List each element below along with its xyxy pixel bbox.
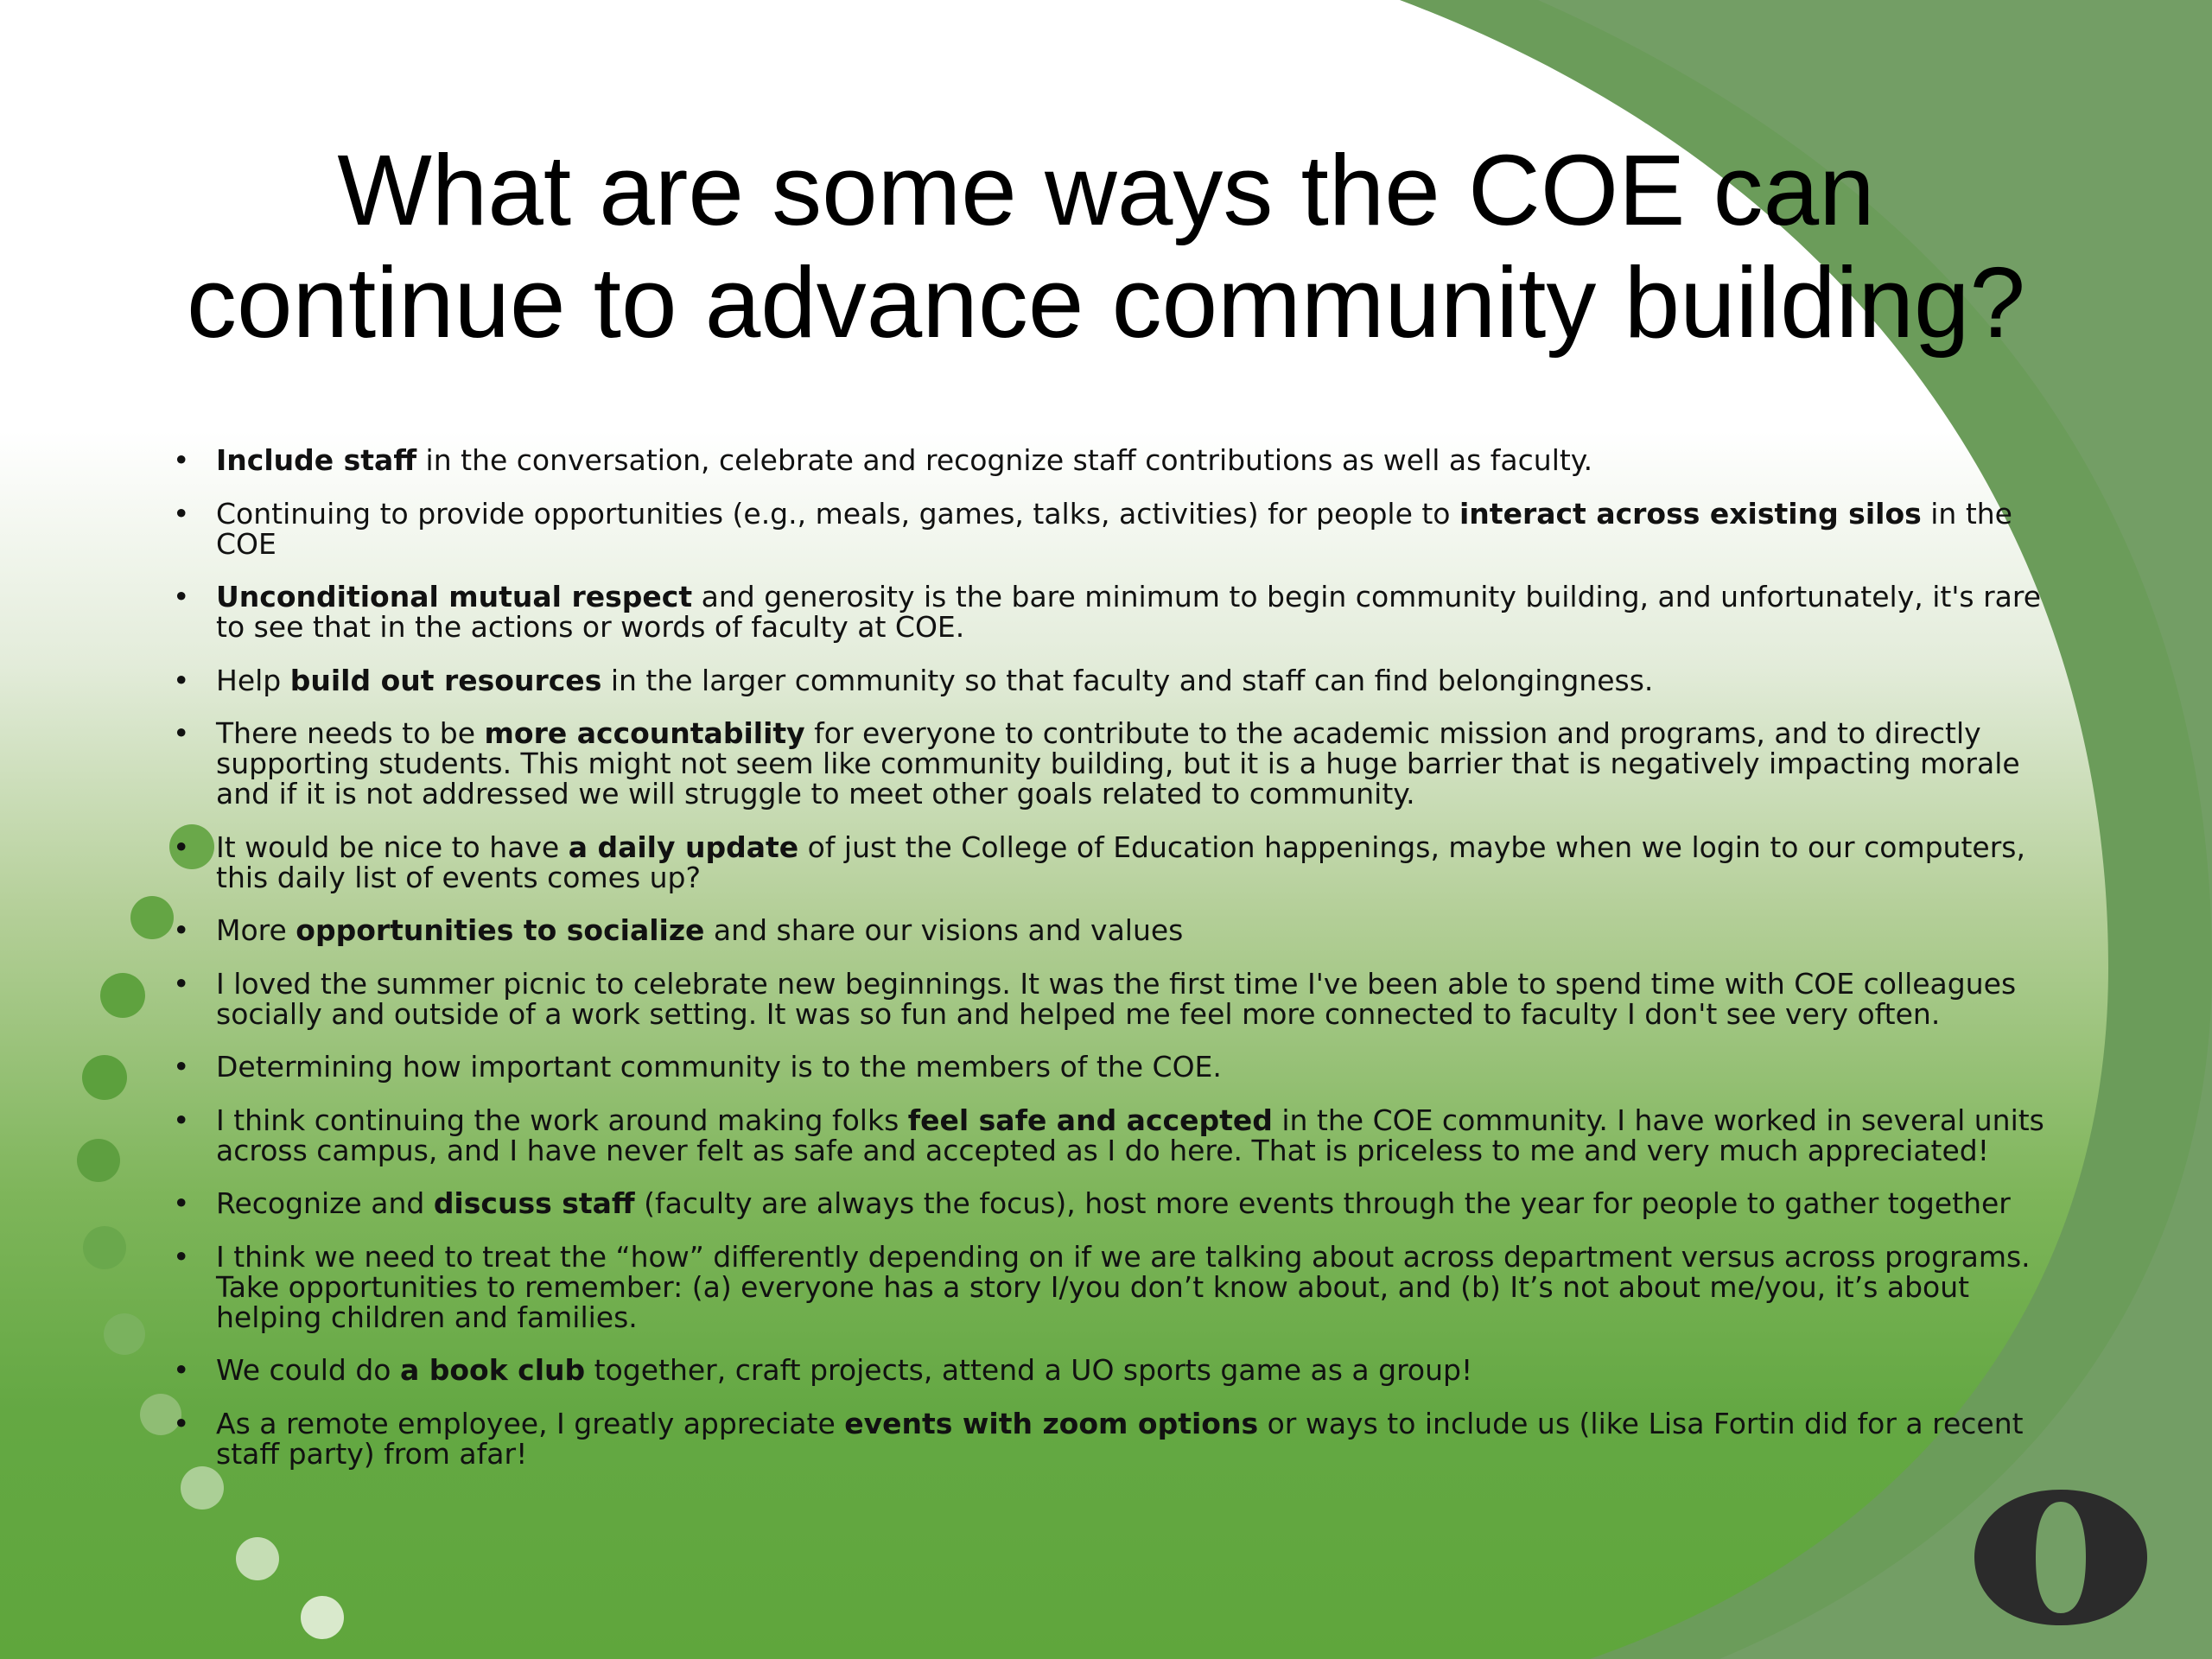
- bullet-item: [216, 1408, 2056, 1469]
- bullet-text: in the COE: [216, 496, 2012, 561]
- decorative-dot: [236, 1537, 279, 1580]
- bullet-item: [216, 718, 2056, 809]
- logo-o-shape: [1974, 1490, 2147, 1625]
- bullet-bold-text: events with zoom options: [844, 1406, 1259, 1440]
- bullet-bold-text: more accountability: [484, 716, 805, 750]
- bullet-text: together, craft projects, attend a UO sports game as a group!: [585, 1353, 1473, 1387]
- bullet-item: [216, 1355, 2056, 1385]
- decorative-dot: [301, 1596, 344, 1639]
- bullet-text: I think we need to treat the “how” differently depending on if we are talking about across department versus across programs. Take opportunities to remember: (a) everyone has a story I/you don’t know about, and (b) It’s not about me/you, it’s about helping children and families.: [216, 1239, 2031, 1334]
- university-of-oregon-o-icon: [1970, 1486, 2152, 1629]
- bullet-text: or ways to include us (like Lisa Fortin did for a recent staff party) from afar!: [216, 1406, 2024, 1471]
- decorative-dot: [83, 1226, 126, 1269]
- bullet-text: (faculty are always the focus), host more events through the year for people to gather together: [634, 1186, 2011, 1220]
- decorative-dot: [82, 1055, 127, 1100]
- bullet-item: [216, 496, 2056, 561]
- bullet-item: [216, 966, 2056, 1031]
- slide-title-line-2: continue to advance community building?: [187, 246, 2025, 359]
- bullet-bold-text: Unconditional mutual respect: [216, 580, 693, 613]
- bullet-item: [216, 1052, 2056, 1082]
- decorative-dot: [77, 1139, 120, 1182]
- bullet-text: in the conversation, celebrate and recognize staff contributions as well as faculty.: [416, 443, 1593, 477]
- bullet-text: Recognize and: [216, 1186, 434, 1220]
- bullet-text: More: [216, 913, 296, 947]
- bullet-text: We could do: [216, 1353, 400, 1387]
- bullet-text: and share our visions and values: [704, 913, 1184, 947]
- bullet-bold-text: feel safe and accepted: [907, 1103, 1273, 1137]
- bullet-bold-text: discuss staff: [433, 1186, 635, 1220]
- bullet-bold-text: build out resources: [289, 663, 602, 697]
- bullet-item: [216, 665, 2056, 696]
- bullet-item: [216, 832, 2056, 893]
- bullet-text: I think continuing the work around making folks: [216, 1103, 908, 1137]
- decorative-dot: [130, 896, 174, 939]
- bullet-text: Continuing to provide opportunities (e.g., meals, games, talks, activities) for people to: [216, 496, 1459, 531]
- bullet-text: Determining how important community is to the members of the COE.: [216, 1050, 1222, 1084]
- slide-title-line-1: What are some ways the COE can: [337, 134, 1875, 246]
- bullet-bold-text: a daily update: [568, 830, 799, 864]
- bullet-text: I loved the summer picnic to celebrate new beginnings. It was the first time I've been able to spend time with COE colleagues socially and outside of a work setting. It was so fun and helped me feel more connected to faculty I don't see very often.: [216, 966, 2017, 1031]
- bullet-text: in the COE community. I have worked in several units across campus, and I have never felt as safe and accepted as I do here. That is priceless to me and very much appreciated!: [216, 1103, 2044, 1167]
- bullet-item: [216, 1239, 2056, 1334]
- bullet-item: [216, 915, 2056, 945]
- bullet-text: It would be nice to have: [216, 830, 569, 864]
- bullet-item: [216, 445, 2056, 475]
- decorative-dot: [100, 973, 145, 1018]
- bullet-text: of just the College of Education happenings, maybe when we login to our computers, this daily list of events comes up?: [216, 830, 2025, 894]
- bullet-bold-text: Include staff: [216, 443, 417, 477]
- bullet-item: [216, 582, 2056, 642]
- bullet-text: As a remote employee, I greatly appreciate: [216, 1406, 845, 1440]
- bullet-item: [216, 1188, 2056, 1218]
- bullet-item: [216, 1105, 2056, 1166]
- bullet-text: in the larger community so that faculty and staff can find belongingness.: [601, 663, 1654, 697]
- slide-title: [112, 134, 2100, 359]
- bullet-text: There needs to be: [216, 716, 485, 750]
- bullet-text: Help: [216, 663, 290, 697]
- bullet-bold-text: interact across existing silos: [1459, 496, 1922, 531]
- bullet-bold-text: a book club: [399, 1353, 586, 1387]
- bullet-text: and generosity is the bare minimum to begin community building, and unfortunately, it's rare to see that in the actions or words of faculty at COE.: [216, 580, 2042, 644]
- bullet-text: for everyone to contribute to the academic mission and programs, and to directly supporting students. This might not seem like community building, but it is a huge barrier that is negatively impacting morale and if it is not addressed we will struggle to meet other goals related to community.: [216, 716, 2020, 810]
- decorative-dot: [104, 1313, 145, 1355]
- bullet-bold-text: opportunities to socialize: [296, 913, 705, 947]
- bullet-list: [216, 445, 2056, 1491]
